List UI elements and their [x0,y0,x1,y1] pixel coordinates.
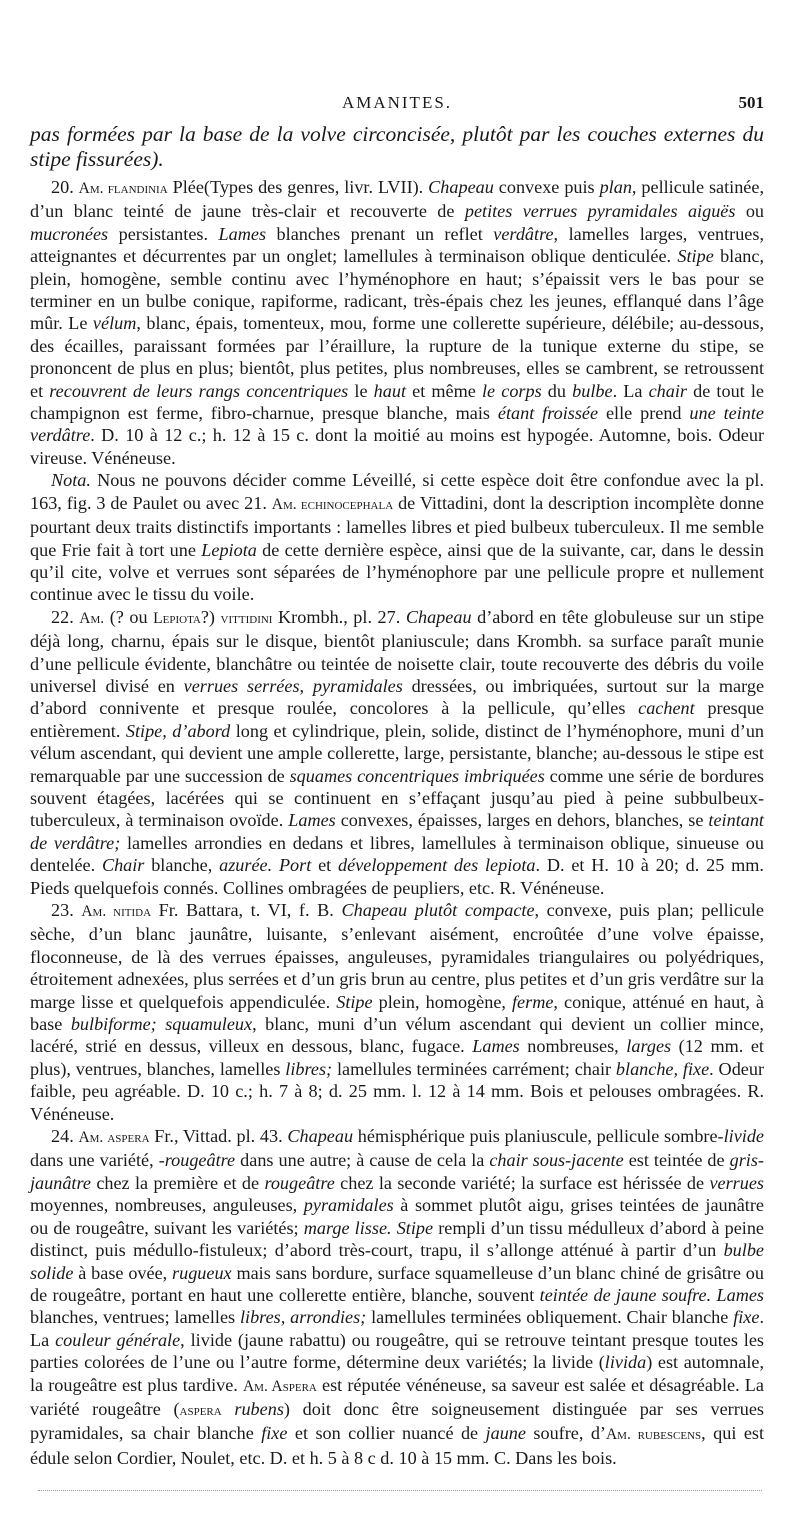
species-entry [30,176,764,469]
species-name: Am. nitida [81,903,152,920]
italic-term: Chapeau [287,1126,354,1147]
running-header [30,88,764,122]
italic-term: teintée de jaune soufre. Lames [539,1284,764,1305]
entry-text: Plée(Types des genres, livr. LVII). [167,177,429,197]
entry-text: blanc, plein, homogène, semble continu avec l’hyménophore en haut; s’épaissit vers le bas pour se terminer en un bulbe conique, rapiforme, radicant, très-épais chez les jeunes, efflanqué dans l’âge mûr. Le [30,246,765,334]
entry-text: Fr. Battara, t. VI, f. B. [151,900,342,920]
entry-text: Fr., Vittad. pl. 43. [149,1126,288,1147]
italic-term: Chair [101,855,145,876]
entry-text: est teintée de [623,1150,730,1171]
italic-term: teintant de verdâtre; [30,810,764,853]
entry-text: Krombh., pl. 27. [272,606,406,627]
species-name: Am. echinocephala [271,495,394,513]
species-entry [30,469,764,605]
italic-term: Lames [218,223,267,244]
italic-term: azurée. Port [219,855,312,876]
italic-term: Stipe, d’abord [125,720,231,741]
entry-text: rempli d’un tissu médulleux d’abord à peine distinct, puis médullo-fistuleux; d’abord très-court, trapu, il s’allonge atténué à partir d’un [30,1217,765,1261]
entry-text: soufre, d’ [525,1423,606,1444]
entry-text: nombreuses, [519,1036,627,1057]
italic-term: chair sous-jacente [489,1150,624,1171]
entry-text: . D. et H. 10 à 20; d. 25 mm. Pieds quelquefois connés. Collines ombragées de peupliers, etc. R. Vénéneuse. [30,855,764,898]
italic-term: libres, arrondies; [239,1307,367,1328]
italic-term: petites verrues pyramidales aiguës [464,201,736,222]
species-name: Am. [79,609,105,627]
species-entries [30,176,764,1469]
entry-text: convexe puis [493,177,600,197]
italic-term: verrues [709,1172,764,1193]
page-footer-rule [38,1490,762,1491]
entry-text: persistantes. [108,223,219,244]
italic-term: Stipe [677,246,714,267]
italic-term: couleur générale [55,1329,181,1350]
italic-term: pyramidales [303,1195,394,1216]
entry-text: . La [612,380,649,401]
entry-text: à base ovée, [73,1262,173,1283]
entry-number: Nota. [51,470,91,491]
entry-text: dressées, ou imbriquées, surtout sur la marge d’abord connivente et presque roulée, concolores à la pellicule, qu’elles [30,675,765,719]
entry-text: plein, homogène, [372,991,512,1012]
italic-term: larges [626,1036,672,1057]
entry-text: lamellules terminées obliquement. Chair blanche [366,1307,734,1328]
italic-term: cachent [638,698,695,719]
page-number: 501 [738,93,764,112]
book-page [30,88,764,1469]
entry-text: , conique, atténué en haut, à base [30,991,764,1035]
entry-text: , pellicule satinée, d’un blanc teinté de jaune très-clair et recouverte de [30,177,764,222]
entry-text: est réputée vénéneuse, sa saveur est salée et désagréable. La variété rougeâtre ( [30,1374,764,1419]
entry-number: 23. [51,900,74,920]
entry-text: Nous ne pouvons décider comme Léveillé, si cette espèce doit être confondue avec la pl. 163, fig. 3 de Paulet ou avec 21. [30,470,764,513]
running-title: AMANITES. [341,93,453,112]
entry-text: mais sans bordure, surface squamelleuse d’un blanc chiné de grisâtre ou de rougeâtre, portant en haut une collerette entière, blanche, souvent [30,1262,764,1305]
italic-term: Chapeau [428,177,494,197]
italic-term: Chapeau plutôt compacte [341,900,535,920]
entry-text: moyennes, nombreuses, anguleuses, [30,1195,304,1216]
entry-text: elle prend [598,403,690,424]
italic-term: pyramidales [312,675,403,696]
entry-text: convexes, épaisses, larges en dehors, blanches, se [335,810,709,831]
entry-text: d’abord en tête globuleuse sur un stipe déjà long, charnu, épais sur le disque, bientôt planiuscule; dans Krombh. sa surface paraît munie d’une pellicule évidente, blanchâtre ou teintée de noisette clair, toute recouverte des débris du voile universel divisé en [30,606,764,696]
species-name: Am. Aspera [242,1377,317,1395]
entry-text: et [311,855,339,876]
italic-term: mucronées [30,223,109,244]
italic-term: gris-jaunâtre [30,1150,764,1193]
species-name: Am. rubescens [605,1426,702,1444]
entry-text: comme une série de bordures souvent étagées, lacérées qui se continuent en s’effaçant jusqu’au pied à peine subbulbeux-tuberculeux, à terminaison ovoïde. [30,765,764,831]
entry-text: presque entièrement. [30,698,765,741]
species-name: aspera [179,1401,222,1419]
entry-text: , [299,675,313,696]
entry-text: ?) [200,606,221,627]
species-name: Am. flandinia [78,180,168,197]
entry-text: , blanc, épais, tomenteux, mou, forme une collerette supérieure, délébile; au-dessous, des écailles, paraissant formées par l’éraillure, la rupture de la tunique externe du stipe, se prononcent de plus en plus; bientôt, plus petites, plus nombreuses, elles se cambrent, se retroussent et [30,313,764,401]
entry-text: (? ou [104,606,154,627]
italic-term: ferme [512,991,554,1012]
italic-term: rougeâtre [264,1172,335,1193]
species-entry [30,606,764,899]
entry-text [222,1399,235,1419]
entry-number: 22. [51,606,74,627]
italic-term: verrues serrées [183,675,300,696]
entry-text: de cette dernière espèce, ainsi que de la suivante, car, dans le dessin qu’il cite, volve et verrues sont séparées de l’hyménophore par une pellicule propre et nullement continue avec le tissu du voile. [30,539,764,605]
entry-text: chez la première et de [90,1172,265,1193]
entry-text: à sommet plutôt aigu, grises teintées de jaunâtre ou de rougeâtre, suivant les variétés; [30,1195,764,1238]
italic-term: bulbe solide [30,1240,764,1283]
italic-term: rubens [234,1398,284,1419]
italic-term: haut [373,380,406,401]
italic-term: vélum [92,313,137,334]
italic-term: Lames [472,1036,520,1057]
italic-term: libres; [285,1058,333,1079]
italic-term: chair [648,380,687,401]
entry-text: (12 mm. et plus), ventrues, blanches, lamelles [30,1036,764,1079]
entry-text: , qui est édule selon Cordier, Noulet, etc. D. et h. 5 à 8 c d. 10 à 15 mm. C. Dans les bois. [30,1423,765,1468]
species-entry [30,899,764,1125]
entry-text: dans une autre; à cause de cela la [235,1150,490,1171]
italic-term: livida [604,1352,647,1373]
entry-text: , livide (jaune rabattu) ou rougeâtre, qui se retrouve teintant presque toutes les parties colorées de l’une ou l’autre forme, détermine deux variétés; la livide ( [30,1329,764,1373]
entry-text: long et cylindrique, plein, solide, distinct de l’hyménophore, muni d’un vélum ascendant, qui devient une ample collerette, large, persistante, blanche; au-dessous le stipe est remarquable par une succession de [30,720,765,786]
italic-term: marge lisse. Stipe [303,1217,434,1238]
italic-term: fixe [261,1423,288,1444]
entry-text: , convexe, puis plan; pellicule sèche, d’un blanc jaunâtre, luisante, s’enlevant aisément, encroûtée d’une volve épaisse, floconneuse, de là des verrues épaisses, anguleuses, pyramidales triangulaires ou polyédriques, étroitement adnexées, plus serrées et d’un gris brun au centre, plus petites et d’un gris verdâtre sur la marge lisse et quelquefois appendiculée. [30,900,764,1012]
entry-text: hémisphérique puis planiuscule, pellicule sombre- [353,1126,724,1147]
italic-term: recouvrent de leurs rangs concentriques [49,380,349,401]
italic-term: -rougeâtre [158,1150,236,1171]
italic-term: bulbiforme; squamuleux [70,1014,253,1035]
entry-text: . La [30,1307,764,1350]
entry-text: ou [735,201,765,222]
entry-text: chez la seconde variété; la surface est hérissée de [334,1172,710,1193]
entry-text: ) doit donc être soigneusement distinguée par ses verrues pyramidales, sa chair blanche [30,1398,764,1444]
entry-text: lamelles arrondies en dedans et libres, lamellules à terminaison oblique, sinueuse ou dentelée. [30,832,764,876]
italic-term: blanche, fixe [615,1058,710,1079]
entry-text: . D. 10 à 12 c.; h. 12 à 15 c. dont la moitié au moins est hypogée. Automne, bois. Odeur vireuse. Vénéneuse. [30,425,764,468]
entry-text: , lamelles larges, ventrues, atteignantes et décurrentes par un onglet; lamellules à terminaison oblique denticulée. [30,223,765,267]
italic-term: bulbe [572,380,613,401]
continued-text: pas formées par la base de la volve circoncisée, plutôt par les couches externes du stipe fissurées). [30,122,764,171]
italic-term: une teinte verdâtre [30,403,764,446]
entry-text: blanche, [144,855,220,876]
italic-term: étant froissée [497,403,599,424]
italic-term: plan [599,177,632,197]
entry-text: lamellules terminées carrément; chair [332,1058,616,1079]
entry-text: blanches, ventrues; lamelles [30,1307,240,1328]
entry-text: de Vittadini, dont la description incomplète donne pourtant deux traits distinctifs importants : lamelles libres et pied bulbeux tuberculeux. Il me semble que Frie fait à tort une [30,492,764,560]
entry-text: de tout le champignon est ferme, fibro-charnue, presque blanche, mais [30,380,764,424]
entry-text: et son collier nuancé de [287,1423,486,1444]
italic-term: Lepiota [201,539,257,560]
italic-term: rugueux [172,1262,232,1283]
entry-text: , blanc, muni d’un vélum ascendant qui devient un collier mince, lacéré, strié en dessus, villeux en dessous, blanc, fugace. [30,1014,764,1057]
entry-text: et même [406,380,482,401]
italic-term: squames concentriques imbriquées [289,765,545,786]
entry-text: . Odeur faible, peu agréable. D. 10 c.; h. 7 à 8; d. 25 mm. l. 12 à 14 mm. Bois et pelouses ombragées. R. Vénéneuse. [30,1058,765,1124]
entry-text: ) est automnale, la rougeâtre est plus tardive. [30,1352,764,1395]
entry-text: dans une variété, [30,1150,159,1171]
species-name: vittidini [220,609,273,627]
entry-number: 24. [51,1126,74,1147]
entry-number: 20. [51,177,74,197]
species-entry [30,1125,764,1469]
species-name: Am. aspera [78,1129,150,1147]
italic-term: livide [723,1126,765,1147]
italic-term: développement des lepiota [338,855,536,876]
entry-text: blanches prenant un reflet [266,223,494,244]
entry-text: du [541,380,573,401]
italic-term: Chapeau [405,606,472,627]
italic-term: fixe [733,1307,760,1328]
italic-term: le corps [481,380,542,401]
species-name: Lepiota [153,609,201,627]
italic-term: Stipe [336,991,373,1012]
italic-term: verdâtre [493,223,554,244]
italic-term: jaune [485,1423,526,1444]
entry-text: le [348,380,374,401]
italic-term: Lames [288,810,336,831]
